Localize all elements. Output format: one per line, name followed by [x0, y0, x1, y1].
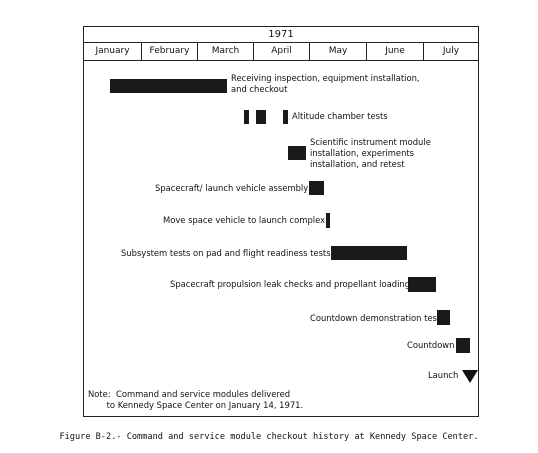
month-february: February	[142, 42, 198, 60]
month-march: March	[198, 42, 254, 60]
label-move-to-launch-complex: Move space vehicle to launch complex	[163, 215, 326, 225]
bar-sim-installation	[288, 146, 306, 160]
label-sim-installation: Scientific instrument module installation, experiments installation, and retest	[310, 137, 431, 169]
bar-move-to-launch-complex	[326, 213, 330, 228]
bar-altitude-chamber-1	[244, 110, 249, 124]
label-launch: Launch	[428, 370, 459, 380]
figure-caption: Figure B-2.- Command and service module checkout history at Kennedy Space Center.	[59, 432, 479, 442]
launch-triangle-icon	[462, 370, 478, 383]
month-june: June	[367, 42, 424, 60]
label-receiving-inspection: Receiving inspection, equipment installation, and checkout	[231, 73, 420, 94]
month-april: April	[254, 42, 310, 60]
label-countdown-demo: Countdown demonstration test	[310, 313, 441, 323]
bar-altitude-chamber-3	[283, 110, 288, 124]
label-countdown: Countdown	[407, 340, 455, 350]
month-july: July	[442, 46, 460, 56]
label-propellant-loading: Spacecraft propulsion leak checks and propellant loading	[170, 279, 411, 289]
delivery-note: Note: Command and service modules delivered to Kennedy Space Center on January 14, 1971.	[88, 389, 304, 410]
month-header	[84, 42, 478, 61]
bar-countdown	[456, 338, 470, 353]
bar-altitude-chamber-2	[256, 110, 266, 124]
label-pad-tests: Subsystem tests on pad and flight readiness tests	[121, 248, 331, 258]
bar-propellant-loading	[408, 277, 436, 292]
bar-launch-vehicle-assembly	[309, 181, 324, 195]
bar-pad-tests	[331, 246, 407, 260]
label-altitude-chamber: Altitude chamber tests	[292, 111, 388, 121]
month-may: May	[310, 42, 367, 60]
year-header: 1971	[84, 27, 478, 43]
bar-receiving-inspection	[110, 79, 227, 93]
month-january: January	[84, 42, 142, 60]
label-launch-vehicle-assembly: Spacecraft/ launch vehicle assembly	[155, 183, 309, 193]
